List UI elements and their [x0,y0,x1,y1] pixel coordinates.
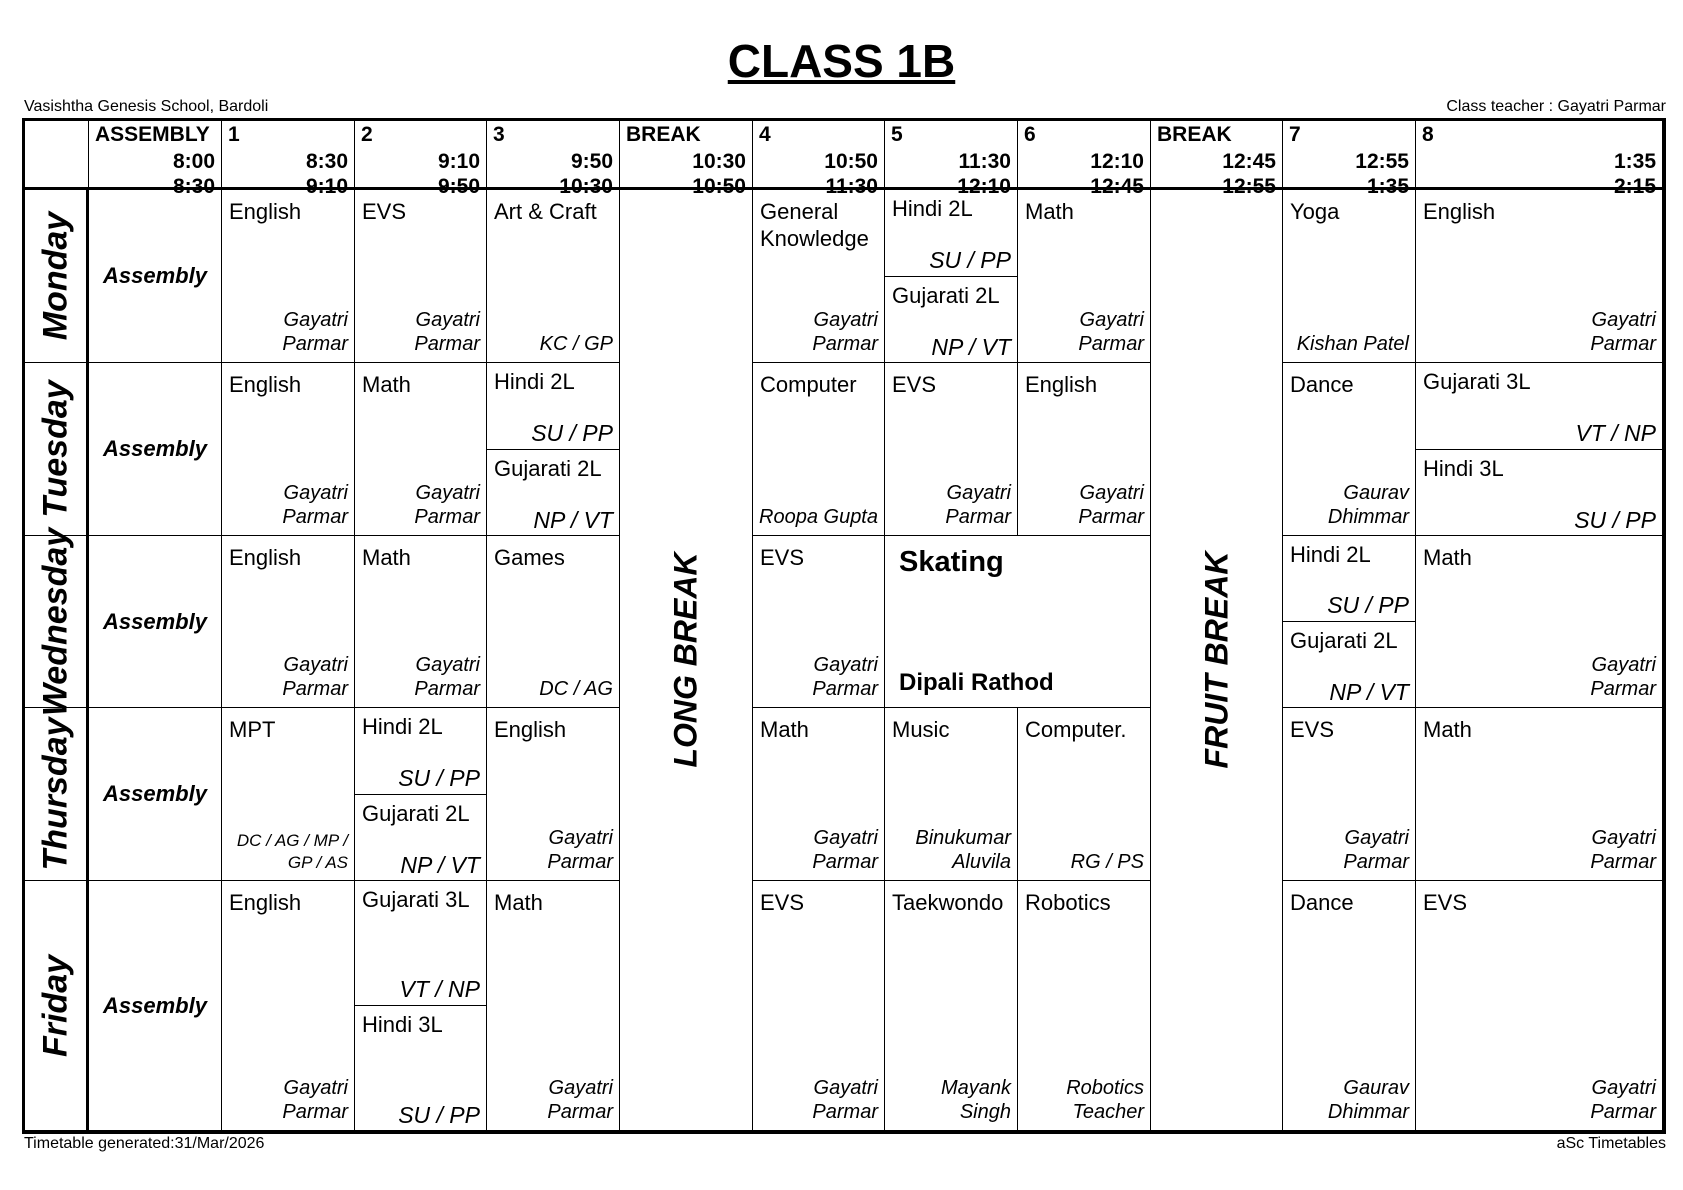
subject-name: Computer [760,372,857,397]
period-header-1 [222,121,355,198]
subject-name: General Knowledge [760,199,869,251]
lesson-cell [487,190,620,363]
lesson-cell [885,190,1018,363]
period-header-break [1151,121,1283,198]
subject-name: English [494,717,567,742]
teacher-name: Binukumar Aluvila [915,827,1011,873]
lesson-cell [222,190,355,363]
generator-credit: aSc Timetables [1556,1135,1666,1152]
period-times: 9:50 10:30 [559,150,613,198]
teacher-name: SU / PP [929,247,1011,273]
period-label: BREAK [626,123,701,146]
subject-name: Computer. [1025,717,1127,742]
period-times: 9:10 9:50 [437,150,480,198]
period-times: 10:50 11:30 [824,150,878,198]
split-lesson-top [885,190,1017,277]
subject-name: Dance [1290,890,1354,915]
period-times: 11:30 12:10 [957,150,1011,198]
subject-name: EVS [892,372,937,397]
teacher-name: Gayatri Parmar [282,482,348,528]
teacher-name: Gayatri Parmar [1078,482,1144,528]
period-label: 7 [1289,123,1301,146]
day-label-wednesday [25,527,89,716]
subject-name: English [1423,199,1496,224]
day-name: Wednesday [36,527,74,716]
subject-name: English [229,545,302,570]
teacher-name: Kishan Patel [1296,333,1409,355]
subject-name: English [229,372,302,397]
fruit-break-column [1151,190,1283,1131]
teacher-name: Gayatri Parmar [282,309,348,355]
day-name: Friday [36,954,74,1057]
lesson-cell [487,363,620,536]
period-header-5 [885,121,1018,198]
subject-name: EVS [1290,717,1335,742]
day-label-monday [25,190,89,363]
assembly-label: Assembly [103,436,207,461]
teacher-name: KC / GP [539,333,613,355]
class-teacher: Class teacher : Gayatri Parmar [1446,98,1666,115]
subject-name: Hindi 3L [362,1012,443,1037]
lesson-cell [222,708,355,881]
assembly-cell [89,708,222,881]
teacher-name: SU / PP [1574,507,1656,533]
teacher-name: Gayatri Parmar [1590,654,1656,700]
lesson-cell [753,363,885,536]
assembly-label: Assembly [103,608,207,634]
subject-name: Yoga [1290,199,1340,224]
subject-name: Hindi 2L [362,714,443,739]
teacher-name: Gayatri Parmar [547,1077,613,1123]
lesson-cell [885,363,1018,536]
period-label: 3 [493,123,505,146]
lesson-cell [885,881,1018,1131]
subject-name: Hindi 2L [494,369,575,394]
subject-name: Math [362,372,411,397]
split-lesson-top [355,881,486,1006]
assembly-cell [89,881,222,1131]
subject-name: EVS [760,890,805,915]
subject-name: Robotics [1025,890,1111,915]
teacher-name: VT / NP [399,976,480,1002]
subject-name: English [1025,372,1098,397]
subject-name: MPT [229,717,276,742]
period-times: 12:45 12:55 [1222,150,1276,198]
teacher-name: SU / PP [398,1102,480,1128]
lesson-cell [222,536,355,708]
subject-name: EVS [760,545,805,570]
split-lesson-bottom [885,277,1017,363]
subject-name: Hindi 2L [892,196,973,221]
lesson-cell [885,708,1018,881]
teacher-name: Gayatri Parmar [1590,827,1656,873]
period-label: 5 [891,123,903,146]
teacher-name: SU / PP [398,765,480,791]
teacher-name: Gayatri Parmar [414,654,480,700]
subject-name: Hindi 2L [1290,542,1371,567]
period-header-assembly [89,121,222,198]
subject-name: EVS [362,199,407,224]
subject-name: Music [892,717,950,742]
assembly-label: Assembly [103,263,207,288]
teacher-name: Mayank Singh [940,1077,1011,1123]
lesson-cell [355,363,487,536]
teacher-name: NP / VT [400,852,480,878]
subject-name: Math [1423,717,1472,742]
period-header-4 [753,121,885,198]
teacher-name: Robotics Teacher [1066,1077,1144,1123]
teacher-name: Gayatri Parmar [1343,827,1409,873]
teacher-name: Gayatri Parmar [812,654,878,700]
teacher-name: Gayatri Parmar [1078,309,1144,355]
subject-name: Gujarati 2L [1290,628,1398,653]
subject-name: Art & Craft [494,199,597,224]
teacher-name: Gayatri Parmar [812,309,878,355]
lesson-cell [355,190,487,363]
lesson-cell [1416,536,1663,708]
period-times: 10:30 10:50 [692,150,746,198]
subject-name: Taekwondo [892,890,1004,915]
subject-name: Gujarati 2L [362,801,470,826]
lesson-cell [355,881,487,1131]
day-label-friday [25,881,89,1131]
lesson-cell-skating [885,536,1151,708]
period-label: 6 [1024,123,1036,146]
day-label-tuesday [25,363,89,536]
subject-name: Hindi 3L [1423,456,1504,481]
period-label: 1 [228,123,240,146]
lesson-cell [355,536,487,708]
subject-name: Math [1025,199,1074,224]
lesson-cell [1018,363,1151,536]
subject-name: Gujarati 3L [1423,369,1531,394]
period-label: ASSEMBLY [95,123,210,146]
subject-name: English [229,890,302,915]
lesson-cell [1283,190,1416,363]
assembly-cell [89,363,222,536]
lesson-cell [753,536,885,708]
subject-name: Gujarati 2L [494,456,602,481]
subject-name: Math [362,545,411,570]
period-header-3 [487,121,620,198]
assembly-label: Assembly [103,992,207,1018]
split-lesson-bottom [1416,450,1662,536]
lesson-cell [487,881,620,1131]
teacher-name: NP / VT [533,507,613,533]
period-label: 4 [759,123,771,146]
assembly-label: Assembly [103,781,207,806]
school-name: Vasishtha Genesis School, Bardoli [24,98,269,115]
lesson-cell [1283,536,1416,708]
lesson-cell [1283,363,1416,536]
period-header-break [620,121,753,198]
split-lesson-top [487,363,619,450]
teacher-name: Gayatri Parmar [414,309,480,355]
subject-name: Gujarati 3L [362,887,470,912]
assembly-cell [89,536,222,708]
fruit-break-label: FRUIT BREAK [1198,551,1234,769]
split-lesson-bottom [355,1006,486,1131]
teacher-name: Roopa Gupta [759,506,878,528]
lesson-cell [355,708,487,881]
split-lesson-bottom [487,450,619,536]
lesson-cell [1416,190,1663,363]
teacher-name: Gaurav Dhimmar [1327,1077,1409,1123]
subject-name: Math [1423,545,1472,570]
lesson-cell [1416,363,1663,536]
lesson-cell [222,881,355,1131]
subject-name: Games [494,545,565,570]
period-header-7 [1283,121,1416,198]
subject-name: Skating [899,546,1004,578]
period-times: 8:00 8:30 [172,150,215,198]
assembly-cell [89,190,222,363]
timetable-grid [22,118,1666,1134]
teacher-name: DC / AG [539,678,613,700]
day-name: Tuesday [36,380,74,518]
lesson-cell [1416,708,1663,881]
teacher-name: SU / PP [1327,592,1409,618]
lesson-cell [487,536,620,708]
generated-date: Timetable generated:31/Mar/2026 [24,1135,265,1152]
subject-name: Gujarati 2L [892,283,1000,308]
lesson-cell [1283,708,1416,881]
lesson-cell [753,708,885,881]
lesson-cell [222,363,355,536]
period-label: 2 [361,123,373,146]
teacher-name: Gayatri Parmar [1590,309,1656,355]
teacher-name: Gayatri Parmar [1590,1077,1656,1123]
lesson-cell [753,881,885,1131]
day-label-thursday [25,708,89,881]
split-lesson-bottom [1283,622,1415,708]
teacher-name: Gayatri Parmar [812,827,878,873]
period-header-6 [1018,121,1151,198]
day-name: Monday [36,211,74,341]
teacher-name: Gayatri Parmar [282,654,348,700]
period-times: 12:10 12:45 [1090,150,1144,198]
lesson-cell [487,708,620,881]
split-lesson-top [355,708,486,795]
period-header-8 [1416,121,1663,198]
teacher-name: NP / VT [931,334,1011,360]
teacher-name: Gayatri Parmar [414,482,480,528]
teacher-name: DC / AG / MP / GP / AS [236,831,348,872]
teacher-name: Dipali Rathod [899,669,1054,696]
lesson-cell [1018,190,1151,363]
split-lesson-bottom [355,795,486,881]
lesson-cell [1018,708,1151,881]
subject-name: English [229,199,302,224]
header-corner [25,121,89,190]
teacher-name: NP / VT [1329,679,1409,705]
split-lesson-top [1283,536,1415,622]
period-header-2 [355,121,487,198]
teacher-name: Gayatri Parmar [945,482,1011,528]
subject-name: Math [494,890,543,915]
day-name: Thursday [36,717,74,871]
teacher-name: RG / PS [1070,851,1144,873]
lesson-cell [753,190,885,363]
teacher-name: Gayatri Parmar [547,827,613,873]
split-lesson-top [1416,363,1662,450]
long-break-column [620,190,753,1131]
period-times: 12:55 1:35 [1355,150,1409,198]
lesson-cell [1018,881,1151,1131]
lesson-cell [1283,881,1416,1131]
period-label: 8 [1422,123,1434,146]
subject-name: Dance [1290,372,1354,397]
teacher-name: Gaurav Dhimmar [1327,482,1409,528]
teacher-name: SU / PP [531,420,613,446]
period-label: BREAK [1157,123,1232,146]
subject-name: EVS [1423,890,1468,915]
lesson-cell [1416,881,1663,1131]
period-times: 1:35 2:15 [1613,150,1656,198]
teacher-name: VT / NP [1575,420,1656,446]
long-break-label: LONG BREAK [667,552,704,768]
teacher-name: Gayatri Parmar [282,1077,348,1123]
page-title: CLASS 1B [727,35,956,87]
period-times: 8:30 9:10 [305,150,348,198]
subject-name: Math [760,717,809,742]
teacher-name: Gayatri Parmar [812,1077,878,1123]
